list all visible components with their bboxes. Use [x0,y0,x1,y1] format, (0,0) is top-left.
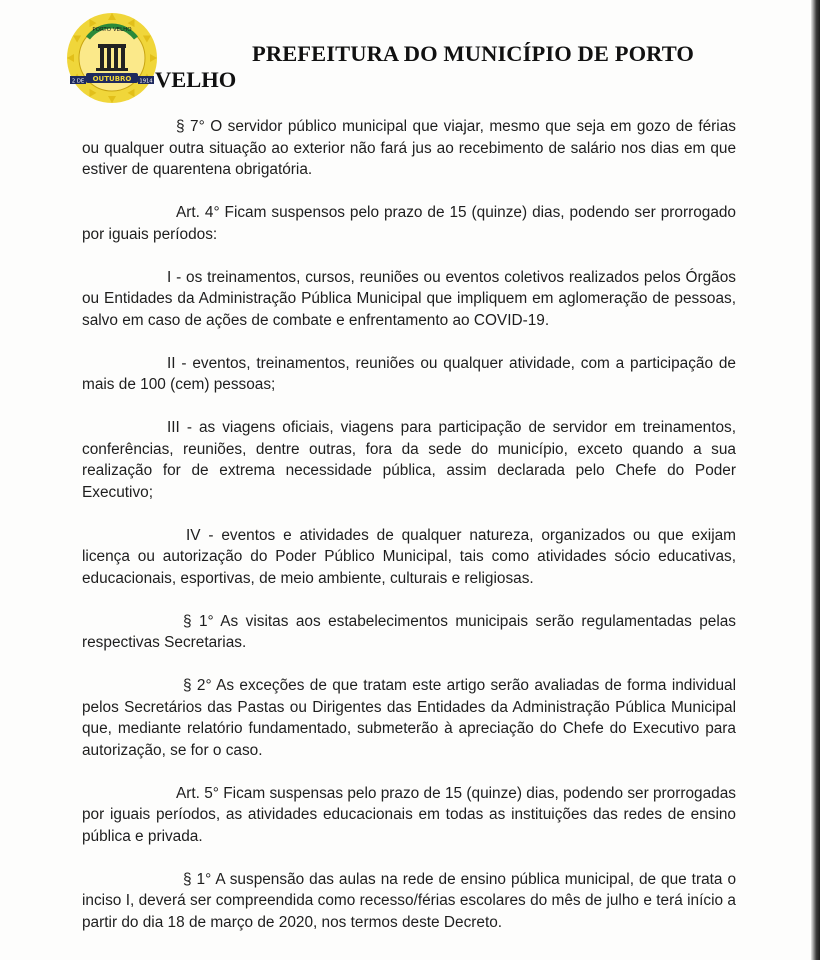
document-body [82,116,736,933]
page-title: PREFEITURA DO MUNICÍPIO DE PORTO [252,41,695,66]
svg-text:1914: 1914 [139,78,153,85]
paragraph-art4-item-iv: IV - eventos e atividades de qualquer natureza, organizados ou que exijam licença ou autorização do Poder Público Municipal, tais como atividades sócio educativas, educacionais, esportivas, de meio ambiente, culturais e religiosas. [82,526,736,587]
paragraph-art4: Art. 4° Ficam suspensos pelo prazo de 15 (quinze) dias, podendo ser prorrogado por iguais períodos: [82,204,736,243]
paragraph-art5-par1: § 1° A suspensão das aulas na rede de ensino pública municipal, de que trata o inciso I, deverá ser compreendida como recesso/férias escolares do mês de julho e terá início a partir do dia 18 de março de 2020, nos termos deste Decreto. [82,870,736,931]
paragraph-art3-par7: § 7° O servidor público municipal que viajar, mesmo que seja em gozo de férias ou qualquer outra situação ao exterior não fará jus ao recebimento de salário nos dias em que estiver de quarentena obrigatória. [82,118,736,178]
svg-text:PORTO VELHO: PORTO VELHO [92,27,132,33]
page-edge-shadow [811,0,820,960]
paragraph-art4-par2: § 2° As exceções de que tratam este artigo serão avaliadas de forma individual pelos Secretários das Pastas ou Dirigentes das Entidades da Administração Pública Municipal que, mediante relatório fundamentado, submeterão à apreciação do Chefe do Executivo para autorização, se for o caso. [82,677,736,759]
paragraph-art4-item-iii: III - as viagens oficiais, viagens para participação de servidor em treinamentos, conferências, reuniões, dentre outras, fora da sede do município, exceto quando a sua realização for de extrema necessidade pública, assim declarada pelo Chefe do Poder Executivo; [82,419,736,501]
svg-text:2 DE: 2 DE [71,78,85,85]
paragraph-art4-item-i: I - os treinamentos, cursos, reuniões ou eventos coletivos realizados pelos Órgãos ou Entidades da Administração Pública Municipal que impliquem em aglomeração de pessoas, salvo em caso de ações de combate e enfrentamento ao COVID-19. [82,268,736,329]
document-header [0,0,811,110]
paragraph-art4-item-ii: II - eventos, treinamentos, reuniões ou qualquer atividade, com a participação de mais de 100 (cem) pessoas; [82,354,736,393]
page-title-continuation: VELHO [155,67,237,92]
municipal-seal-icon [66,12,158,104]
paragraph-art5: Art. 5° Ficam suspensas pelo prazo de 15 (quinze) dias, podendo ser prorrogadas por iguais períodos, as atividades educacionais em todas as instituições das redes de ensino pública e privada. [82,784,736,845]
svg-text:OUTUBRO: OUTUBRO [92,75,132,83]
paragraph-art4-par1: § 1° As visitas aos estabelecimentos municipais serão regulamentadas pelas respectivas Secretarias. [82,612,736,651]
